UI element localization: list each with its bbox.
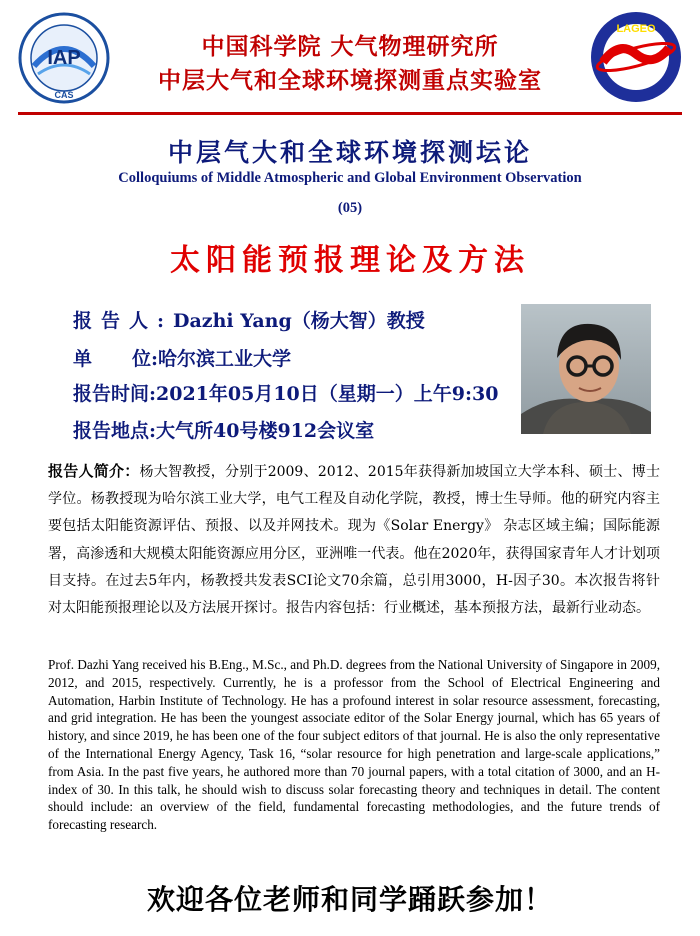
place-row	[73, 416, 374, 443]
speaker-label: 报告人:	[73, 310, 174, 332]
place-label: 报告地点:	[73, 420, 157, 442]
iap-logo-text: IAP	[47, 47, 81, 69]
time-label: 报告时间:	[73, 383, 157, 405]
institute-name: 中国科学院 大气物理研究所	[201, 33, 499, 60]
header-divider	[18, 112, 682, 115]
forum-issue: (05)	[337, 200, 363, 216]
bio-cn	[48, 458, 660, 622]
forum-title-cn: 中层气大和全球环境探测坛论	[167, 138, 532, 167]
unit-label-2: 位:	[132, 348, 159, 370]
lab-name: 中层大气和全球环境探测重点实验室	[158, 67, 542, 94]
speaker-photo	[521, 304, 651, 434]
time-row	[73, 379, 498, 406]
talk-title: 太阳能预报理论及方法	[170, 243, 530, 278]
place-value: 大气所40号楼912会议室	[156, 420, 375, 442]
bio-cn-text: 杨大智教授，分别于2009、2012、2015年获得新加坡国立大学本科、硕士、博士学位。杨教授现为哈尔滨工业大学，电气工程及自动化学院，教授，博士生导师。他的研究内容主要包括太阳能资源评估、预报、以及并网技术。现为《Solar Energy》 杂志区域主编；国际能源署，高渗透和大规模太阳能资源应用分区，亚洲唯一代表。他在2020年，获得国家青年人才计划项目支持。在过去5年内，杨教授共发表SCI论文70余篇，总引用3000，H-因子30。本次报告将针对太阳能预报理论以及方法展开探讨。报告内容包括：行业概述，基本预报方法，最新行业动态。	[48, 464, 660, 617]
bio-label: 报告人简介：	[48, 462, 140, 480]
iap-logo	[18, 12, 110, 104]
unit-value: 哈尔滨工业大学	[158, 348, 292, 370]
forum-title-en: Colloquiums of Middle Atmospheric and Global Environment Observation	[118, 170, 582, 186]
lageo-logo	[589, 10, 683, 104]
time-value: 2021年05月10日（星期一）上午9:30	[156, 383, 499, 405]
welcome-message: 欢迎各位老师和同学踊跃参加！	[146, 883, 553, 916]
lageo-logo-text: LAGEO	[616, 23, 656, 35]
unit-row	[73, 344, 291, 371]
speaker-value: Dazhi Yang（杨大智）教授	[173, 310, 425, 332]
bio-en: Prof. Dazhi Yang received his B.Eng., M.Sc., and Ph.D. degrees from the National University of Singapore in 2009, 2012, and 2015, respectively. Currently, he is a professor from the School of Electrical Engineering and Automation, Harbin Institute of Technology. He has a profound interest in solar resource assessment, forecasting, and grid integration. He has been the youngest associate editor of the Solar Energy journal, which has 65 years of history, and since 2019, he has been one of the four subject editors of that journal. He is also the only representative of the International Energy Agency, Task 16, “solar resource for high penetration and large-scale applications,” from Asia. In the past five years, he authored more than 70 journal papers, with a total citation of 3000, and an H-index of 30. In this talk, he should wish to discuss solar forecasting theory and techniques in detail. The content should include: an overview of the field, fundamental forecasting methodologies, and the future trends of forecasting research.	[48, 657, 660, 833]
cas-logo-text: CAS	[54, 90, 74, 100]
unit-label-1: 单	[73, 348, 133, 370]
speaker-row	[73, 306, 425, 333]
